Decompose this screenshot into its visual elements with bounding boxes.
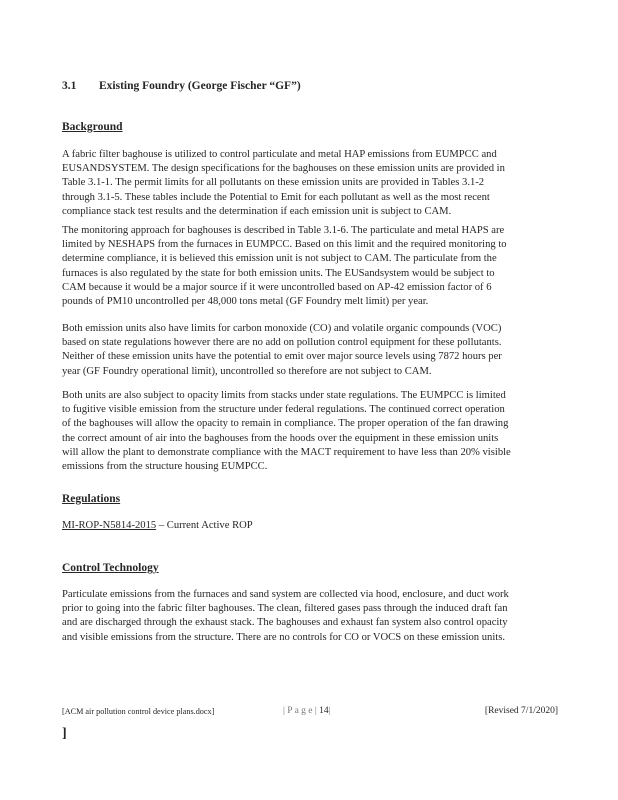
text-line: based on state regulations however there are no add on pollution control equipment for these pollutants.: [62, 337, 502, 349]
text-line: compliance stack test results and the determination if each emission unit is subject to CAM.: [62, 205, 452, 217]
text-line: Both units are also subject to opacity limits from stacks under state regulations. The EUMPCC is limited: [62, 390, 506, 401]
permit-id: MI-ROP-N5814-2015: [62, 520, 157, 531]
page-number: 14: [319, 706, 329, 716]
text-line: prior to going into the fabric filter baghouses. The clean, filtered gases pass through the induced draft fan: [62, 603, 508, 615]
page-label: | P a g e |: [283, 706, 320, 716]
text-line: through 3.1-5. These tables include the Potential to Emit for each pollutant as well as the most recent: [62, 191, 490, 203]
text-line: Table 3.1-1. The permit limits for all pollutants on these emission units are provided in Tables 3.1-2: [62, 177, 485, 189]
footer-page-number: [283, 706, 331, 716]
background-paragraph-4: [62, 389, 558, 474]
text-line: will allow the plant to demonstrate compliance with the MACT requirement to have less than 20% visible: [62, 446, 511, 458]
footer-filename: [ACM air pollution control device plans.docx]: [62, 707, 215, 716]
background-heading: Background: [62, 121, 123, 133]
text-line: the correct amount of air into the baghouses from the hoods over the equipment in these emission units: [62, 432, 499, 444]
section-heading: [62, 80, 301, 92]
background-paragraph-2: [62, 224, 558, 309]
footer-bracket: ]: [62, 726, 67, 741]
text-line: year (GF Foundry operational limit), uncontrolled so therefore are not subject to CAM.: [62, 365, 432, 377]
text-line: furnaces is also regulated by the state for both emission units. The EUSandsystem would be subject to: [62, 267, 495, 279]
footer-revised-date: [Revised 7/1/2020]: [484, 706, 558, 716]
regulations-heading: Regulations: [62, 493, 121, 505]
text-line: and visible emissions from the structure. There are no controls for CO or VOCS on these emission units.: [62, 631, 506, 643]
control-technology-heading: Control Technology: [62, 562, 159, 574]
section-number: 3.1: [62, 80, 77, 92]
control-technology-paragraph: [62, 588, 558, 645]
text-line: emissions from the structure housing EUMPCC.: [62, 461, 268, 473]
text-line: A fabric filter baghouse is utilized to control particulate and metal HAP emissions from EUMPCC and: [62, 149, 497, 160]
background-paragraph-3: [62, 322, 558, 379]
text-line: Particulate emissions from the furnaces and sand system are collected via hood, enclosure, and duct work: [62, 589, 509, 600]
text-line: CAM because it would be a major source if it were uncontrolled based on AP-42 emission factor of 6: [62, 281, 492, 293]
permit-reference: [62, 520, 253, 531]
page-label-end: |: [328, 706, 331, 716]
background-paragraph-1: [62, 148, 558, 219]
text-line: The monitoring approach for baghouses is described in Table 3.1-6. The particulate and metal HAPS are: [62, 225, 505, 236]
text-line: Both emission units also have limits for carbon monoxide (CO) and volatile organic compounds (VOC): [62, 323, 502, 334]
text-line: EUSANDSYSTEM. The design specifications for the baghouses on these emission units are provided in: [62, 163, 505, 175]
text-line: limited by NESHAPS from the furnaces in EUMPCC. Based on this limit and the required monitoring to: [62, 239, 507, 251]
section-title: Existing Foundry (George Fischer “GF”): [99, 80, 301, 92]
text-line: to fugitive visible emission from the structure under federal regulations. The continued correct operation: [62, 404, 505, 416]
text-line: and are discharged through the exhaust stack. The baghouses and exhaust fan system also control opacity: [62, 617, 508, 629]
text-line: Neither of these emission units have the potential to emit over major source levels using 7872 hours per: [62, 351, 502, 363]
text-line: of the baghouses will allow the opacity to remain in compliance. The proper operation of the fan drawing: [62, 418, 509, 430]
text-line: pounds of PM10 uncontrolled per 48,000 tons metal (GF Foundry melt limit) per year.: [62, 296, 429, 308]
text-line: determine compliance, it is believed this emission unit is not subject to CAM. The particulate from the: [62, 253, 497, 265]
permit-description: – Current Active ROP: [156, 520, 253, 531]
